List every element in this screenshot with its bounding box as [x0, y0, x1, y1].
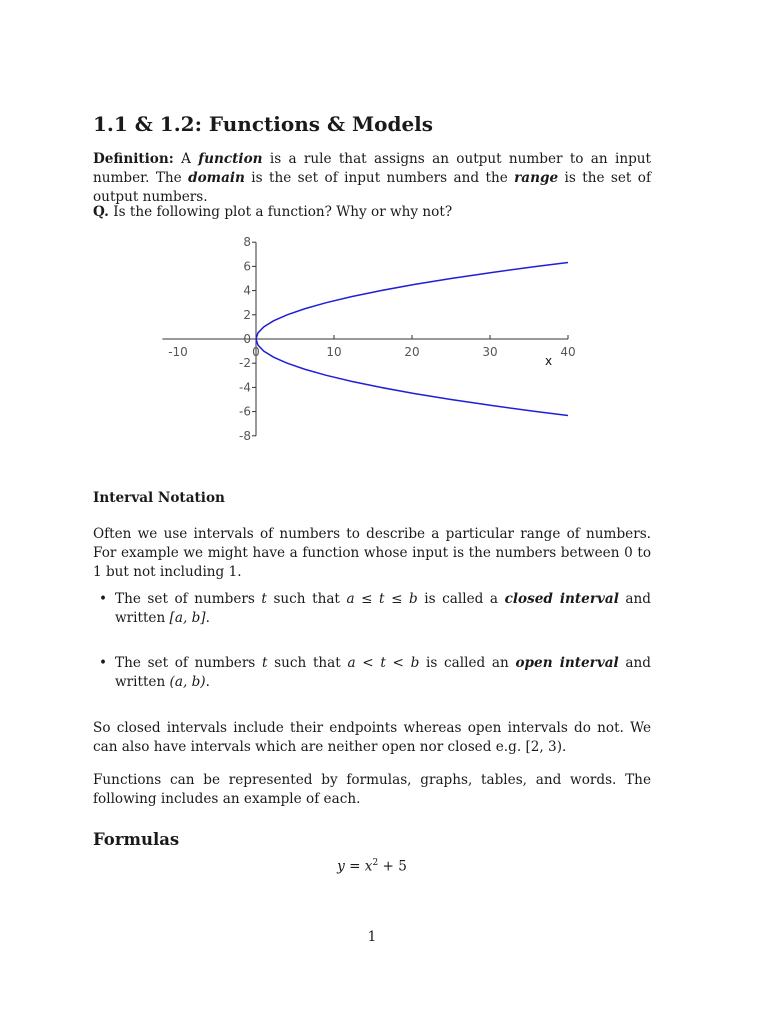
x-tick-label: 30: [482, 345, 498, 359]
function-plot: [160, 236, 580, 442]
definition-text-2: is a rule that assigns an output number to an input number. The: [93, 151, 651, 186]
bullet-dot: •: [99, 655, 108, 671]
formula-exponent: 2: [372, 858, 379, 868]
definition-text-1: A: [181, 151, 199, 167]
bullet2-text-c: is called an: [419, 655, 516, 671]
bullet2-var-t: t: [262, 655, 268, 671]
formula-equation: [93, 858, 651, 875]
x-tick-label: 0: [252, 345, 260, 359]
bullet1-text-d: and written: [115, 591, 651, 626]
definition-text-3: is the set of input numbers and the: [244, 170, 515, 186]
bullet1-var-t: t: [261, 591, 267, 607]
definition-label: Definition:: [93, 151, 174, 167]
bullet1-text-b: such that: [266, 591, 347, 607]
y-tick-label: 6: [243, 259, 251, 274]
bullet2-text-b: such that: [267, 655, 348, 671]
bullet2-text-d: and written: [115, 655, 651, 690]
definition-paragraph: [93, 150, 651, 207]
series-line-1: [256, 263, 568, 339]
y-tick-label: -2: [239, 356, 251, 371]
y-tick-label: 4: [243, 283, 251, 298]
page-number: 1: [367, 929, 377, 945]
bullet2-condition: a < t < b: [347, 655, 420, 671]
bullet2-notation: (a, b): [169, 674, 206, 690]
formula-lhs: y = x: [337, 858, 373, 875]
bullet-closed-interval: [99, 590, 651, 628]
term-closed-interval: closed interval: [504, 591, 619, 607]
y-tick-label: 0: [243, 332, 251, 346]
y-tick-label: -4: [239, 380, 251, 395]
definition-text-4: is the set of output numbers.: [93, 170, 651, 205]
question-text: Is the following plot a function? Why or why not?: [108, 204, 453, 220]
bullet-dot: •: [99, 591, 108, 607]
representations-paragraph: Functions can be represented by formulas, graphs, tables, and words. The following includes an example of each.: [93, 772, 651, 807]
term-domain: domain: [188, 170, 245, 186]
formulas-heading: Formulas: [93, 830, 180, 849]
y-tick-label: 8: [243, 236, 251, 250]
interval-intro: Often we use intervals of numbers to describe a particular range of numbers. For example we might have a function whose input is the numbers between 0 to 1 but not including 1.: [93, 526, 651, 580]
x-tick-label: -10: [168, 345, 188, 359]
bullet1-text-e: .: [205, 610, 210, 626]
x-axis-label: x: [544, 354, 553, 368]
term-open-interval: open interval: [515, 655, 619, 671]
page-title: 1.1 & 1.2: Functions & Models: [93, 112, 434, 136]
term-range: range: [514, 170, 559, 186]
formula-rhs: + 5: [378, 858, 407, 875]
bullet2-text-a: The set of numbers: [115, 655, 262, 671]
bullet1-text-c: is called a: [417, 591, 505, 607]
x-tick-label: 40: [560, 345, 576, 359]
closing-paragraph: So closed intervals include their endpoints whereas open intervals do not. We can also have intervals which are neither open nor closed e.g. [2, 3).: [93, 720, 651, 755]
question-paragraph: [93, 203, 651, 222]
x-tick-label: 10: [326, 345, 342, 359]
bullet1-condition: a ≤ t ≤ b: [346, 591, 418, 607]
bullet-open-interval: [99, 654, 651, 692]
y-tick-label: -6: [239, 404, 251, 419]
interval-heading: Interval Notation: [93, 490, 225, 506]
bullet1-text-a: The set of numbers: [115, 591, 262, 607]
bullet2-text-e: .: [205, 674, 210, 690]
y-tick-label: -8: [239, 428, 251, 442]
y-tick-label: 2: [243, 307, 251, 322]
x-tick-label: 20: [404, 345, 420, 359]
question-label: Q.: [93, 204, 109, 220]
bullet1-notation: [a, b]: [169, 610, 206, 626]
term-function: function: [198, 151, 263, 167]
